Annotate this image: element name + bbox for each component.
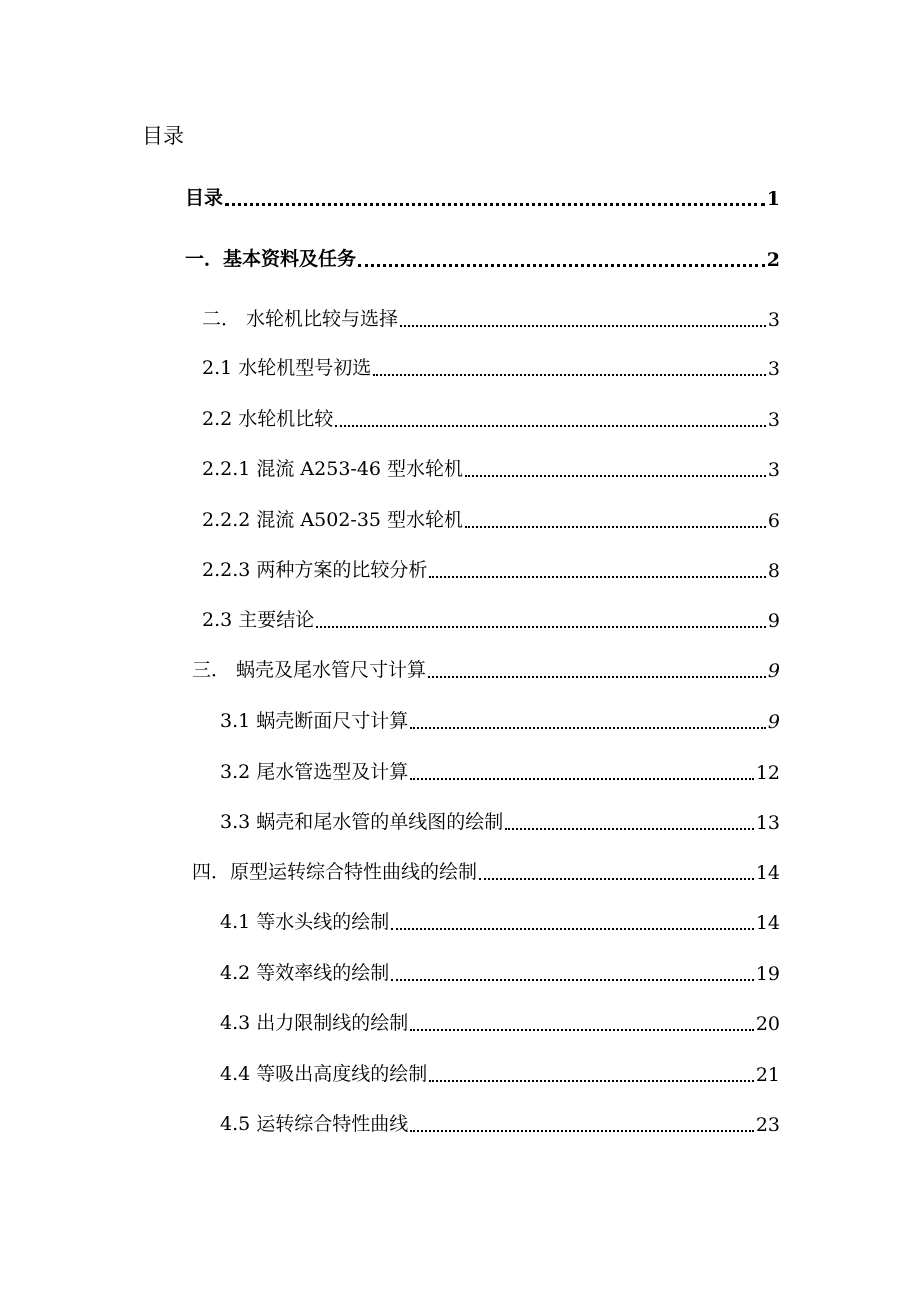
dot-leader (410, 1130, 754, 1132)
toc-entry-page: 14 (755, 912, 780, 934)
toc-entry-label: 2.1 水轮机型号初选 (202, 357, 372, 379)
toc-entry-page: 19 (755, 963, 780, 985)
toc-entry[interactable] (192, 652, 780, 682)
toc-entry[interactable] (220, 955, 780, 985)
toc-entry-page: 14 (755, 862, 780, 884)
toc-entry-label: 4.5 运转综合特性曲线 (220, 1113, 409, 1135)
toc-entry-page: 13 (755, 812, 780, 834)
toc-entry[interactable] (185, 180, 780, 210)
toc-entry[interactable] (220, 1056, 780, 1086)
toc-entry-page: 3 (767, 309, 780, 331)
toc-entry-label: 2.2.2 混流 A502-35 型水轮机 (202, 509, 464, 531)
toc-entry-label: 4.4 等吸出高度线的绘制 (220, 1063, 428, 1085)
toc-entry-page: 8 (767, 560, 780, 582)
toc-entry-label: 2.3 主要结论 (202, 609, 315, 631)
toc-entry-page: 23 (755, 1114, 780, 1136)
toc-entry-label: 3.3 蜗壳和尾水管的单线图的绘制 (220, 811, 504, 833)
dot-leader (410, 1029, 754, 1031)
toc-entry-page: 9 (767, 610, 780, 632)
toc-entry-label: 四．原型运转综合特性曲线的绘制 (192, 861, 478, 883)
toc-entry-label: 2.2.3 两种方案的比较分析 (202, 559, 428, 581)
toc-entry-page: 3 (767, 358, 780, 380)
toc-entry[interactable] (220, 703, 780, 733)
dot-leader (400, 325, 766, 327)
dot-leader (428, 676, 766, 678)
toc-entry-label: 目录 (185, 187, 224, 209)
toc-entry-label: 一．基本资料及任务 (185, 248, 357, 270)
toc-entry[interactable] (220, 804, 780, 834)
dot-leader (316, 626, 766, 628)
dot-leader (465, 526, 766, 528)
toc-entry[interactable] (192, 854, 780, 884)
dot-leader (505, 828, 754, 830)
toc-entry-label: 4.2 等效率线的绘制 (220, 962, 390, 984)
dot-leader (335, 425, 766, 427)
dot-leader (465, 475, 766, 477)
toc-entry-label: 3.1 蜗壳断面尺寸计算 (220, 710, 409, 732)
toc-entry[interactable] (202, 350, 780, 380)
toc-entry-label: 3.2 尾水管选型及计算 (220, 761, 409, 783)
dot-leader (391, 928, 754, 930)
toc-entry-label: 二． 水轮机比较与选择 (202, 308, 399, 330)
toc-entry[interactable] (202, 451, 780, 481)
dot-leader (429, 576, 766, 578)
toc-entry-page: 12 (755, 762, 780, 784)
toc-entry[interactable] (185, 241, 780, 271)
toc-entry[interactable] (220, 1106, 780, 1136)
dot-leader (391, 979, 754, 981)
toc-entry-label: 4.1 等水头线的绘制 (220, 911, 390, 933)
dot-leader (358, 264, 765, 267)
toc-entry-label: 2.2.1 混流 A253-46 型水轮机 (202, 458, 464, 480)
toc-entry[interactable] (202, 552, 780, 582)
toc-entry-page: 3 (767, 459, 780, 481)
toc-entry-label: 三． 蜗壳及尾水管尺寸计算 (192, 659, 427, 681)
dot-leader (410, 727, 766, 729)
toc-entry[interactable] (220, 1005, 780, 1035)
toc-entry-page: 9 (767, 660, 780, 682)
dot-leader (429, 1080, 754, 1082)
toc-entry-label: 2.2 水轮机比较 (202, 408, 334, 430)
toc-entry-label: 4.3 出力限制线的绘制 (220, 1012, 409, 1034)
toc-entry-page: 2 (766, 249, 780, 271)
toc-entry-page: 9 (767, 711, 780, 733)
toc-entry-page: 3 (767, 409, 780, 431)
page-title: 目录 (142, 124, 184, 148)
dot-leader (225, 203, 765, 206)
toc-entry[interactable] (220, 754, 780, 784)
toc-entry[interactable] (202, 301, 780, 331)
toc-entry-page: 6 (767, 510, 780, 532)
toc-entry[interactable] (202, 502, 780, 532)
toc-entry-page: 20 (755, 1013, 780, 1035)
dot-leader (479, 878, 754, 880)
toc-entry[interactable] (220, 904, 780, 934)
dot-leader (410, 778, 754, 780)
toc-entry[interactable] (202, 602, 780, 632)
toc-entry-page: 1 (766, 188, 780, 210)
toc-entry[interactable] (202, 401, 780, 431)
dot-leader (373, 374, 766, 376)
toc-entry-page: 21 (755, 1064, 780, 1086)
